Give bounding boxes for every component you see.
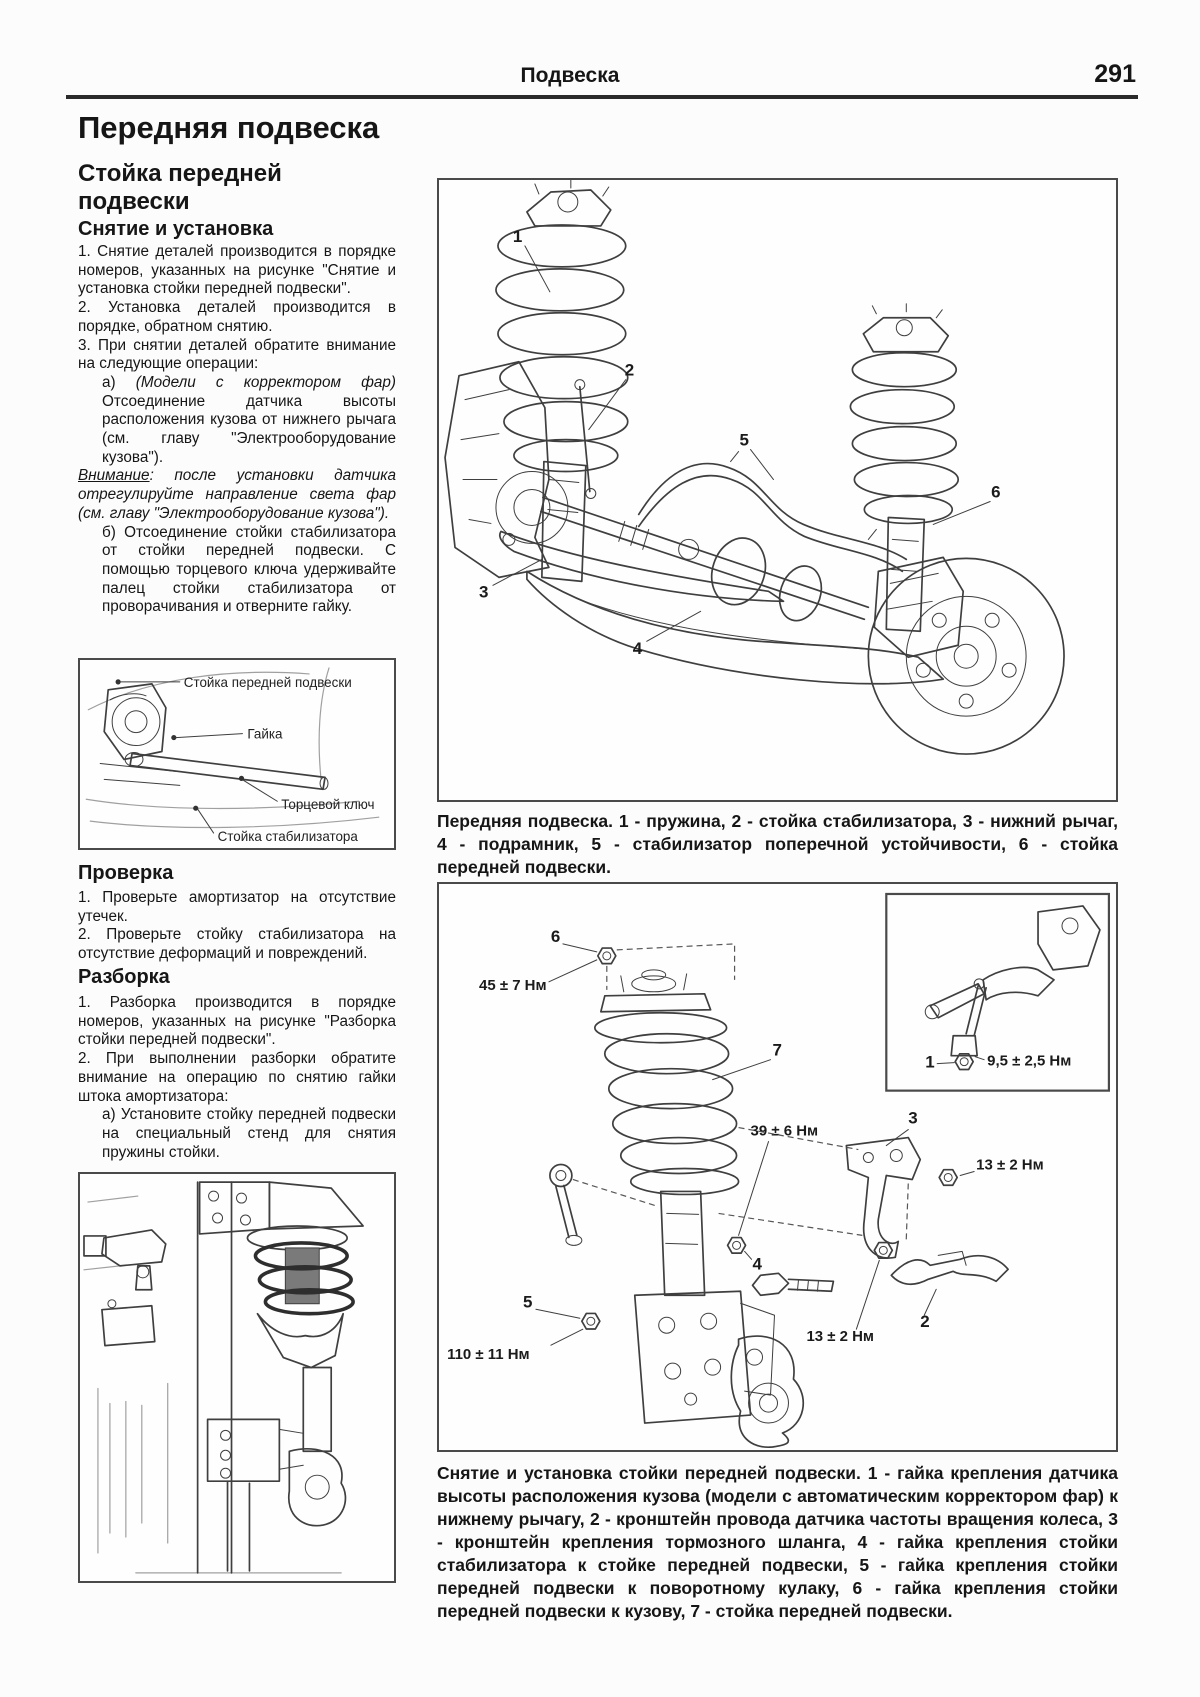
brake-disc bbox=[868, 557, 1064, 754]
running-head-chapter: Подвеска bbox=[520, 64, 620, 87]
torque-13-bottom: 13 ± 2 Нм bbox=[806, 1328, 875, 1346]
removal-step-3b bbox=[102, 524, 396, 618]
caption-strut-removal: Снятие и установка стойки передней подвески. 1 - гайка крепления датчика высоты расположения кузова (модели с автоматическим корректором фар) к нижнему рычагу, 2 - кронштейн провода датчика частоты вращения колеса, 3 - кронштейн крепления тормозного шланга, 4 - гайка крепления стойки стабилизатора к стойке передней подвески, 5 - гайка крепления стойки передней подвески к поворотному кулаку, 6 - гайка крепления стойки передней подвески к кузову, 7 - стойка передней подвески. bbox=[437, 1463, 1118, 1621]
figure-front-suspension bbox=[437, 178, 1118, 802]
disassembly-step-1: 1. Разборка производится в порядке номеров, указанных на рисунке "Разборка стойки передней подвески". bbox=[78, 994, 396, 1049]
callout-4: 4 bbox=[632, 639, 643, 659]
stab-nut-group bbox=[728, 1123, 819, 1274]
hex-bolt bbox=[753, 1273, 834, 1295]
torque-45: 45 ± 7 Нм bbox=[479, 976, 547, 994]
callout-2: 2 bbox=[920, 1312, 930, 1332]
removal-heading: Снятие и установка bbox=[78, 218, 274, 240]
item-a-label: а) bbox=[102, 373, 116, 391]
callout-5: 5 bbox=[522, 1292, 533, 1312]
removal-step-3a bbox=[102, 374, 396, 468]
wrench-figure-sketch bbox=[80, 660, 393, 847]
callout-7: 7 bbox=[772, 1040, 782, 1060]
warning-note bbox=[78, 467, 396, 523]
removal-step-2: 2. Установка деталей производится в порядке, обратном снятию. bbox=[78, 299, 396, 335]
wire-bracket-group bbox=[806, 1243, 1008, 1346]
knuckle-nut bbox=[582, 1313, 600, 1329]
strut-spring bbox=[595, 1013, 782, 1423]
header-rule bbox=[66, 95, 1138, 99]
callout-4: 4 bbox=[752, 1254, 762, 1274]
page-number: 291 bbox=[1094, 60, 1136, 88]
stand-column bbox=[198, 1182, 363, 1573]
item-a-text: Отсоединение датчика высоты расположения кузова от нижнего рычага (см. главу "Электрооборудование кузова"). bbox=[102, 392, 396, 466]
torque-9-5: 9,5 ± 2,5 Нм bbox=[987, 1052, 1072, 1070]
disassembly-heading: Разборка bbox=[78, 966, 170, 988]
callout-6: 6 bbox=[550, 926, 561, 946]
removal-step-3: 3. При снятии деталей обратите внимание на следующие операции: bbox=[78, 336, 396, 373]
item-b-label: б) bbox=[102, 523, 116, 541]
removal-step-1: 1. Снятие деталей производится в порядке номеров, указанных на рисунке "Снятие и установка стойки передней подвески". bbox=[78, 243, 396, 298]
stand-figure-sketch bbox=[80, 1174, 393, 1580]
item-b-text: Отсоединение стойки стабилизатора от стойки передней подвески. С помощью торцевого ключа удерживайте палец стойки стабилизатора от проворачивания и отверните гайку. bbox=[102, 523, 396, 616]
warning-text: : после установки датчика отрегулируйте направление света фар (см. главу "Электрооборудование кузова"). bbox=[78, 467, 396, 522]
callout-1: 1 bbox=[512, 226, 523, 246]
right-strut-assembly bbox=[850, 304, 958, 631]
figure-wrench-box bbox=[78, 658, 396, 850]
tie-rod-tool bbox=[84, 1230, 166, 1346]
inset-height-sensor bbox=[886, 894, 1109, 1091]
models-note: (Модели с корректором фар) bbox=[135, 373, 396, 391]
removal-text bbox=[78, 243, 396, 657]
caption-front-suspension: Передняя подвеска. 1 - пружина, 2 - стойка стабилизатора, 3 - нижний рычаг, 4 - подрамник, 5 - стабилизатор поперечной устойчивости, 6 - стойка передней подвески. bbox=[437, 811, 1118, 877]
torque-110: 110 ± 11 Нм bbox=[447, 1346, 530, 1364]
disassembly-text bbox=[78, 994, 396, 1162]
inspection-step-2: 2. Проверьте стойку стабилизатора на отсутствие деформаций и повреждений. bbox=[78, 926, 396, 963]
figure-strut-removal bbox=[437, 882, 1118, 1452]
front-suspension-sketch bbox=[439, 180, 1115, 799]
page-title: Передняя подвеска bbox=[78, 110, 380, 145]
inspection-step-1: 1. Проверьте амортизатор на отсутствие утечек. bbox=[78, 889, 396, 925]
torque-39: 39 ± 6 Нм bbox=[750, 1122, 819, 1140]
callout-1: 1 bbox=[925, 1052, 935, 1072]
callout-3: 3 bbox=[908, 1108, 918, 1128]
stab-link-nut bbox=[728, 1238, 746, 1254]
disassembly-step-2: 2. При выполнении разборки обратите внимание на операцию по снятию гайки штока амортизатора: bbox=[78, 1050, 396, 1105]
callout-5: 5 bbox=[739, 430, 749, 450]
label-wrench: Торцевой ключ bbox=[281, 797, 375, 813]
upper-mount-group bbox=[479, 927, 735, 1012]
strut-removal-sketch bbox=[439, 884, 1115, 1449]
label-stabilizer-link: Стойка стабилизатора bbox=[217, 829, 358, 845]
torque-13-right: 13 ± 2 Нм bbox=[976, 1156, 1044, 1174]
item-a-text: Установите стойку передней подвески на специальный стенд для снятия пружины стойки. bbox=[102, 1106, 396, 1161]
callout-6: 6 bbox=[991, 482, 1001, 502]
label-nut: Гайка bbox=[247, 726, 283, 742]
knuckle-sketch bbox=[731, 1336, 803, 1447]
callout-2: 2 bbox=[624, 360, 635, 380]
warning-label: Внимание bbox=[78, 467, 150, 485]
drive-axle bbox=[541, 497, 868, 626]
wire-bracket-nut bbox=[874, 1243, 892, 1259]
hose-bracket-nut bbox=[939, 1170, 957, 1186]
inspection-heading: Проверка bbox=[78, 862, 174, 884]
subframe bbox=[527, 571, 943, 683]
callout-3: 3 bbox=[478, 582, 489, 602]
knuckle-nut-group bbox=[447, 1292, 600, 1363]
label-strut: Стойка передней подвески bbox=[183, 674, 352, 690]
disassembly-step-2a bbox=[102, 1106, 396, 1162]
item-a-label: а) bbox=[102, 1106, 116, 1124]
upper-mount-nut bbox=[598, 948, 616, 964]
figure-stand-box bbox=[78, 1172, 396, 1583]
section-title: Стойка передней подвески bbox=[78, 160, 282, 215]
stab-link-stub bbox=[550, 1165, 655, 1246]
inspection-text bbox=[78, 889, 396, 964]
